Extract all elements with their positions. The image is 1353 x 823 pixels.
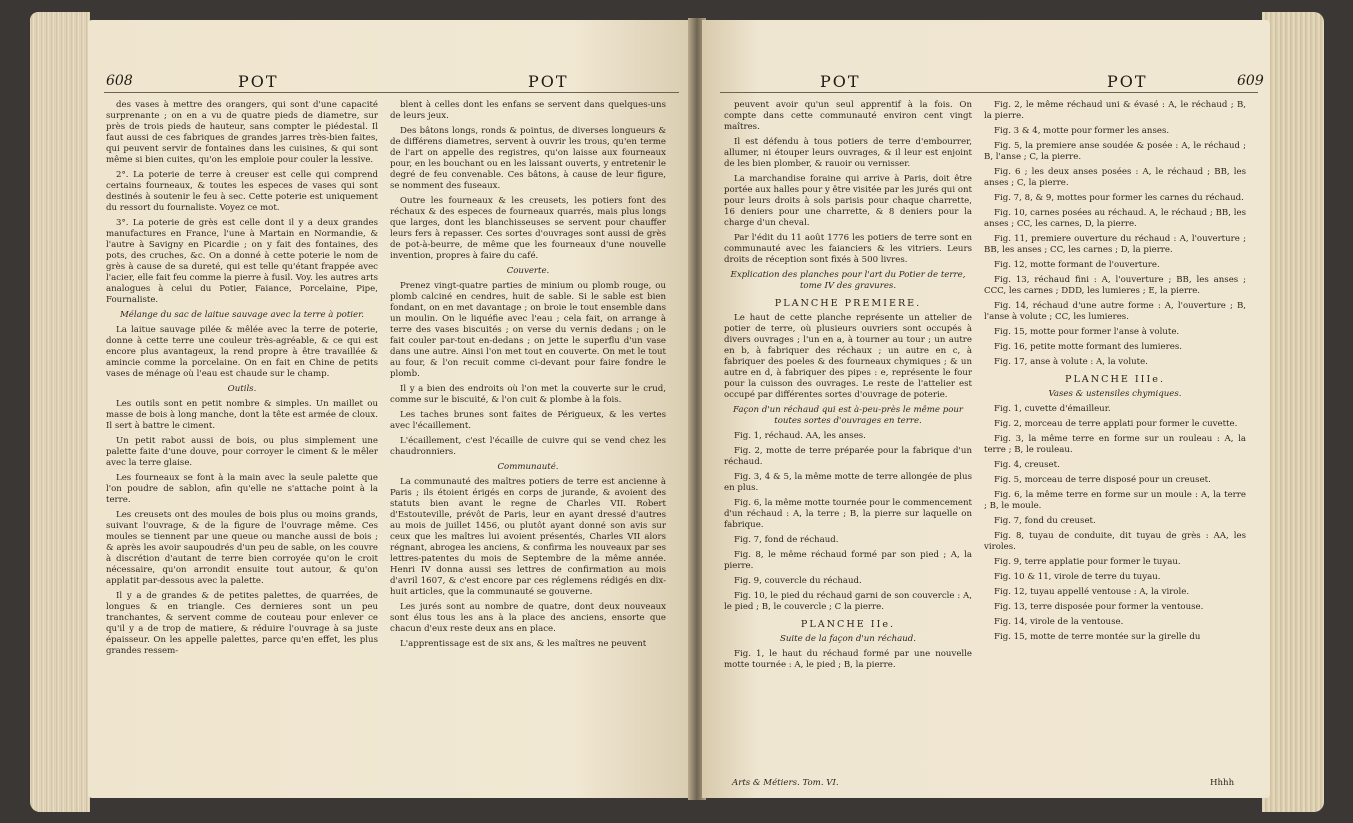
text-column-1 xyxy=(106,100,378,661)
paragraph: Fig. 6, la même terre en forme sur un moule : A, la terre ; B, le moule. xyxy=(984,490,1246,511)
paragraph: L'écaillement, c'est l'écaille de cuivre qui se vend chez les chaudronniers. xyxy=(390,436,666,457)
paragraph: La laitue sauvage pilée & mêlée avec la terre de poterie, donne à cette terre une couleur très-agréable, & ce qui est encore plus avantageux, la rend propre à être travaillée & amincie comme la porcelaine. On en fait en Chine de petits vases de ménage où l'eau est chaude sur le champ. xyxy=(106,325,378,379)
paragraph: La marchandise foraine qui arrive à Paris, doit être portée aux halles pour y être visitée par les jurés qui ont pour leurs droits à sols parisis pour chaque charrette, 16 deniers pour une charrette, & 8 deniers pour la charge d'un cheval. xyxy=(724,174,972,228)
signature-mark: Hhhh xyxy=(1210,778,1235,788)
running-head: POT xyxy=(238,72,279,91)
paragraph: Fig. 5, morceau de terre disposé pour un creuset. xyxy=(994,475,1211,485)
paragraph: Fig. 7, 8, & 9, mottes pour former les carnes du réchaud. xyxy=(994,193,1244,203)
paragraph: Fig. 13, terre disposée pour former la ventouse. xyxy=(994,602,1204,612)
paragraph: Fig. 5, la premiere anse soudée & posée : A, le réchaud ; B, l'anse ; C, la pierre. xyxy=(984,141,1246,162)
paragraph: Les creusets ont des moules de bois plus ou moins grands, suivant l'ouvrage, & de la figure de l'ouvrage même. Ces moules se tiennent par une queue ou manche aussi de bois ; & après les avoir saupoudrés d'un peu de sable, on les couvre à discrétion d'autant de terre bien corroyée qu'on le croit nécessaire, qu'on arrondit ensuite tout autour, & qu'on applatit par-dessous avec la palette. xyxy=(106,510,378,586)
subheading: Communauté. xyxy=(497,462,559,472)
running-head: POT xyxy=(1107,72,1148,91)
paragraph: Il est défendu à tous potiers de terre d'embourrer, allumer, ni étouper leurs ouvrages, & il leur est enjoint de les bien plomber, & rauoir ou vernisser. xyxy=(724,137,972,169)
paragraph: Fig. 14, réchaud d'une autre forme : A, l'ouverture ; B, l'anse à volute ; CC, les lumieres. xyxy=(984,301,1246,322)
paragraph: 3°. La poterie de grès est celle dont il y a deux grandes manufactures en France, l'une à Martain en Normandie, & l'autre à Savigny en Picardie ; on y fait des fontaines, des pots, des cruches, &c. On a donné à cette poterie le nom de grès à cause de sa dureté, qui est telle qu'étant frappée avec l'acier, elle fait feu comme la pierre à fusil. Voy. les autres arts analogues à celui du Potier, Faiance, Porcelaine, Pipe, Fournaliste. xyxy=(106,218,378,305)
paragraph: Les taches brunes sont faites de Périgueux, & les vertes avec l'écaillement. xyxy=(390,410,666,431)
paragraph: Par l'édit du 11 août 1776 les potiers de terre sont en communauté avec les faianciers & les vitriers. Leurs droits de réception sont fixés à 500 livres. xyxy=(724,233,972,265)
paragraph: Fig. 3, la même terre en forme sur un rouleau : A, la terre ; B, le rouleau. xyxy=(984,434,1246,455)
subheading: Explication des planches pour l'art du Potier de terre, tome IV des gravures. xyxy=(730,270,966,291)
paragraph: Fig. 6, la même motte tournée pour le commencement d'un réchaud : A, la terre ; B, la pierre sur laquelle on fabrique. xyxy=(724,498,972,530)
section-heading: PLANCHE IIIe. xyxy=(1064,374,1165,385)
paragraph: Les outils sont en petit nombre & simples. Un maillet ou masse de bois à long manche, dont la tête est armée de cloux. Il sert à battre le ciment. xyxy=(106,399,378,431)
paragraph: Le haut de cette planche représente un attelier de potier de terre, où plusieurs ouvriers sont occupés à divers ouvrages ; l'un en a, à tourner au tour ; un autre en b, à fabriquer des réchaux ; un autre en c, à fabriquer des poeles & des fourneaux chymiques ; & un autre en d, à fabriquer des pipes : e, représente le four pour la cuisson des ouvrages. Le reste de l'attelier est occupé par différentes sortes d'ouvrage de poterie. xyxy=(724,313,972,400)
text-column-2 xyxy=(984,100,1246,647)
running-head: POT xyxy=(528,72,569,91)
paragraph: des vases à mettre des orangers, qui sont d'une capacité surprenante ; on en a vu de quatre pieds de diametre, sur près de trois pieds de hauteur, sans compter le piédestal. Il faut aussi de ces fabriques de grandes jarres très-bien faites, qui peuvent servir de fontaines dans les cuisines, & qui sont même si bien cuites, qu'on les emploie pour couler la lessive. xyxy=(106,100,378,165)
paragraph: Les jurés sont au nombre de quatre, dont deux nouveaux sont élus tous les ans à la place des anciens, ensorte que chacun d'eux reste deux ans en place. xyxy=(390,602,666,634)
paragraph: Fig. 12, motte formant de l'ouverture. xyxy=(994,260,1160,270)
paragraph: Il y a bien des endroits où l'on met la couverte sur le crud, comme sur le biscuité, & l'on cuit & plombe à la fois. xyxy=(390,384,666,405)
paragraph: Fig. 6 ; les deux anses posées : A, le réchaud ; BB, les anses ; C, la pierre. xyxy=(984,167,1246,188)
running-head: POT xyxy=(820,72,861,91)
paragraph: Fig. 8, tuyau de conduite, dit tuyau de grès : AA, les viroles. xyxy=(984,531,1246,552)
text-column-2 xyxy=(390,100,666,654)
subheading: Outils. xyxy=(227,384,257,394)
section-heading: PLANCHE IIe. xyxy=(800,619,896,630)
paragraph: Fig. 15, motte de terre montée sur la girelle du xyxy=(994,632,1201,642)
footer-title: Arts & Métiers. Tom. VI. xyxy=(732,778,839,788)
section-heading: PLANCHE PREMIERE. xyxy=(774,298,922,309)
subheading: Façon d'un réchaud qui est à-peu-près le même pour toutes sortes d'ouvrages en terre. xyxy=(732,405,964,426)
paragraph: Fig. 16, petite motte formant des lumieres. xyxy=(994,342,1182,352)
paragraph: Fig. 10, le pied du réchaud garni de son couvercle : A, le pied ; B, le couvercle ; C la pierre. xyxy=(724,591,972,612)
paragraph: Fig. 2, le même réchaud uni & évasé : A, le réchaud ; B, la pierre. xyxy=(984,100,1246,121)
paragraph: Fig. 1, réchaud. AA, les anses. xyxy=(734,431,866,441)
paragraph: Outre les fourneaux & les creusets, les potiers font des réchaux & des especes de fourneaux quarrés, mais plus longs que larges, dont les blanchisseuses se servent pour chauffer leurs fers à repasser. Ces sortes d'ouvrages sont aussi de grès de pot-à-beurre, de même que les fourneaux d'une nouvelle invention, propres à faire du café. xyxy=(390,196,666,261)
paragraph: Fig. 12, tuyau appellé ventouse : A, la virole. xyxy=(994,587,1190,597)
paragraph: Fig. 11, premiere ouverture du réchaud : A, l'ouverture ; BB, les anses ; CC, les carnes ; D, la pierre. xyxy=(984,234,1246,255)
paragraph: Fig. 9, terre applatie pour former le tuyau. xyxy=(994,557,1181,567)
paragraph: Fig. 1, cuvette d'émailleur. xyxy=(994,404,1111,414)
paragraph: Fig. 9, couvercle du réchaud. xyxy=(734,576,862,586)
paragraph: Un petit rabot aussi de bois, ou plus simplement une palette faite d'une douve, pour corroyer le ciment & le mêler avec la terre glaise. xyxy=(106,436,378,468)
paragraph: Fig. 7, fond du creuset. xyxy=(994,516,1096,526)
subheading: Mélange du sac de laitue sauvage avec la terre à potier. xyxy=(119,310,365,320)
subheading: Couverte. xyxy=(506,266,550,276)
right-page xyxy=(702,20,1270,798)
right-page-edges xyxy=(1262,12,1324,812)
left-page xyxy=(88,20,693,798)
subheading: Suite de la façon d'un réchaud. xyxy=(779,634,917,644)
paragraph: Fig. 3 & 4, motte pour former les anses. xyxy=(994,126,1170,136)
paragraph: La communauté des maîtres potiers de terre est ancienne à Paris ; ils étoient érigés en corps de jurande, & avoient des statuts bien avant le regne de Charles VII. Robert d'Estouteville, prévôt de Paris, leur en ayant dressé d'autres au mois de juillet 1456, ou plutôt ayant donné son avis sur ceux que les maîtres lui avoient présentés, Charles VII alors régnant, abrogea les anciens, & confirma les nouveaux par ses lettres-patentes du mois de Septembre de la même année. Henri IV donna aussi ses lettres de confirmation au mois d'avril 1607, & c'est encore par ces réglemens rédigés en dix-huit articles, que la communauté se gouverne. xyxy=(390,477,666,597)
paragraph: Prenez vingt-quatre parties de minium ou plomb rouge, ou plomb calciné en cendres, huit de sable. Si le sable est bien fondant, on en met davantage ; on broie le tout ensemble dans un moulin. On le liquéfie avec l'eau ; cela fait, on arrange à terre des vases biscuités ; on verse du vernis dedans ; on le fait couler par-tout en-dedans ; on jette le superflu d'un vase dans une autre. Ainsi l'on met tout en couverte. On met le tout au four, & l'on recuit comme ci-devant pour faire fondre le plomb. xyxy=(390,281,666,379)
paragraph: Fig. 15, motte pour former l'anse à volute. xyxy=(994,327,1180,337)
header-rule xyxy=(720,92,1258,93)
paragraph: 2°. La poterie de terre à creuser est celle qui comprend certains fourneaux, & toutes les especes de vases qui sont destinés à soutenir le feu à sec. Cette poterie est uniquement du ressort du fournaliste. Voyez ce mot. xyxy=(106,170,378,213)
paragraph: blent à celles dont les enfans se servent dans quelques-uns de leurs jeux. xyxy=(390,100,666,121)
paragraph: Fig. 7, fond de réchaud. xyxy=(734,535,839,545)
paragraph: Fig. 14, virole de la ventouse. xyxy=(994,617,1124,627)
paragraph: Des bâtons longs, ronds & pointus, de diverses longueurs & de différens diametres, servent à ouvrir les trous, qu'en terme de l'art on appelle des registres, qu'on laisse aux fourneaux pour, en les bouchant ou en les laissant ouverts, y entretenir le degré de feu convenable. Ces bâtons, à cause de leur figure, se nomment des fuseaux. xyxy=(390,126,666,191)
paragraph: Fig. 13, réchaud fini : A, l'ouverture ; BB, les anses ; CCC, les carnes ; DDD, les lumieres ; E, la pierre. xyxy=(984,275,1246,296)
paragraph: Fig. 8, le même réchaud formé par son pied ; A, la pierre. xyxy=(724,550,972,571)
paragraph: Fig. 17, anse à volute : A, la volute. xyxy=(994,357,1148,367)
left-page-edges xyxy=(30,12,90,812)
paragraph: Il y a de grandes & de petites palettes, de quarrées, de longues & en triangle. Ces dernieres sont un peu tranchantes, & servent comme de couteau pour enlever ce qu'il y a de trop de matiere, & réduire l'ouvrage à sa juste épaisseur. On les appelle palettes, parce qu'en effet, les plus grandes ressem- xyxy=(106,591,378,656)
page-number: 608 xyxy=(106,73,133,89)
paragraph: Fig. 1, le haut du réchaud formé par une nouvelle motte tournée : A, le pied ; B, la pierre. xyxy=(724,649,972,670)
paragraph: Fig. 4, creuset. xyxy=(994,460,1060,470)
page-number: 609 xyxy=(1237,73,1264,89)
header-rule xyxy=(104,92,679,93)
text-column-1 xyxy=(724,100,972,675)
paragraph: Fig. 10, carnes posées au réchaud. A, le réchaud ; BB, les anses ; CC, les carnes, D, la pierre. xyxy=(984,208,1246,229)
paragraph: Les fourneaux se font à la main avec la seule palette que l'on poudre de sablon, afin qu'elle ne s'attache point à la terre. xyxy=(106,473,378,505)
paragraph: peuvent avoir qu'un seul apprentif à la fois. On compte dans cette communauté environ cent vingt maîtres. xyxy=(724,100,972,132)
paragraph: Fig. 10 & 11, virole de terre du tuyau. xyxy=(994,572,1161,582)
paragraph: Fig. 2, motte de terre préparée pour la fabrique d'un réchaud. xyxy=(724,446,972,467)
subheading: Vases & ustensiles chymiques. xyxy=(1048,389,1182,399)
paragraph: Fig. 3, 4 & 5, la même motte de terre allongée de plus en plus. xyxy=(724,472,972,493)
paragraph: Fig. 2, morceau de terre applati pour former le cuvette. xyxy=(994,419,1238,429)
paragraph: L'apprentissage est de six ans, & les maîtres ne peuvent xyxy=(400,639,647,649)
